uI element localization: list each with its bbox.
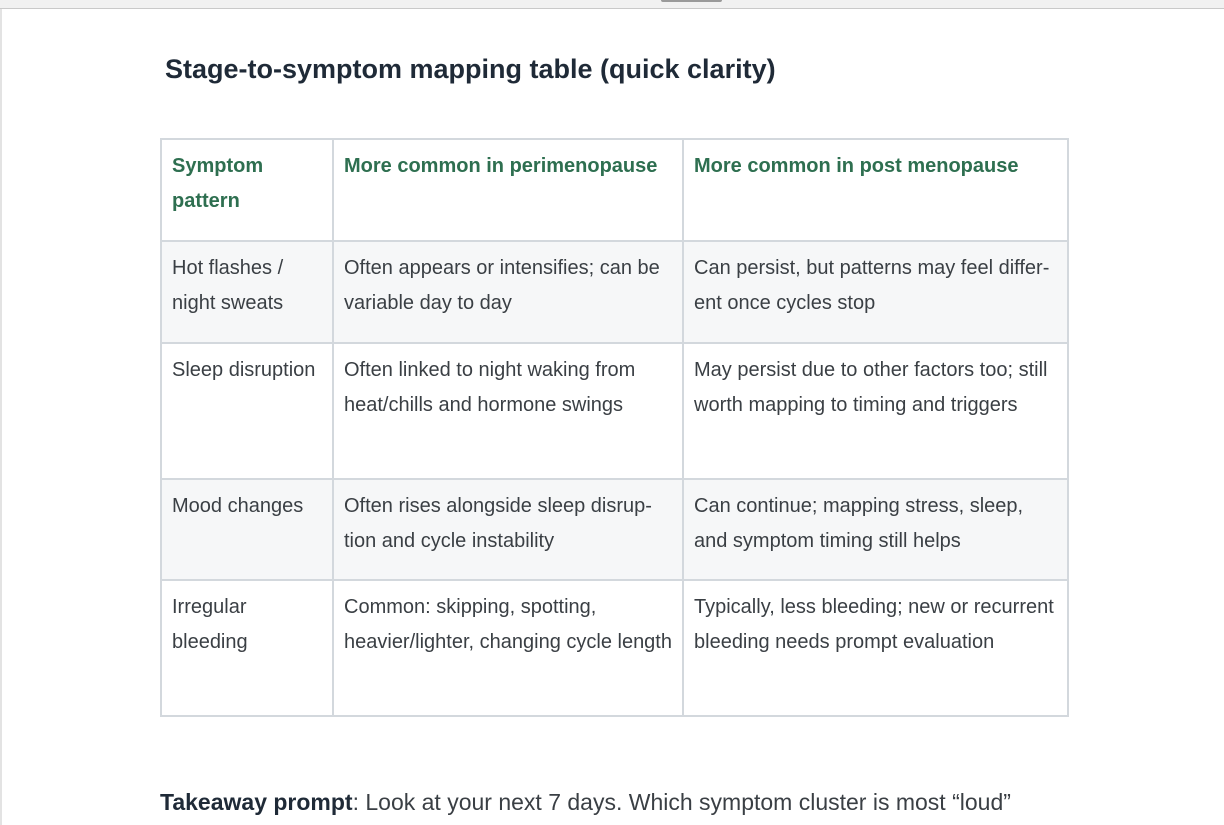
header-perimenopause: More common in perimenopause (333, 139, 683, 241)
table-row (161, 580, 1068, 716)
header-post-menopause: More common in post menopause (683, 139, 1068, 241)
table-cell: Hot flashes / night sweats (161, 241, 333, 343)
table-cell: Sleep disruption (161, 343, 333, 479)
takeaway-text: : Look at your next 7 days. Which symptom cluster is most “loud” (352, 789, 1011, 815)
table-cell: Common: skipping, spotting, heavier/lighter, changing cycle length (333, 580, 683, 716)
table-cell: Can persist, but patterns may feel differ-ent once cycles stop (683, 241, 1068, 343)
table-cell: May persist due to other factors too; still worth mapping to timing and triggers (683, 343, 1068, 479)
table-header-row (161, 139, 1068, 241)
takeaway-paragraph (160, 784, 1011, 820)
page-edge (0, 9, 2, 825)
takeaway-label: Takeaway prompt (160, 789, 353, 815)
table-row (161, 241, 1068, 343)
section-heading: Stage-to-symptom mapping table (quick clarity) (165, 54, 776, 84)
table-cell: Can continue; mapping stress, sleep, and symptom timing still helps (683, 479, 1068, 580)
table-cell: Typically, less bleeding; new or recurrent bleeding needs prompt evaluation (683, 580, 1068, 716)
window-top-bar (0, 0, 1224, 9)
table-cell: Mood changes (161, 479, 333, 580)
table-cell: Often rises alongside sleep disrup-tion and cycle instability (333, 479, 683, 580)
table-cell: Irregular bleeding (161, 580, 333, 716)
table-cell: Often linked to night waking from heat/chills and hormone swings (333, 343, 683, 479)
header-symptom-pattern: Symptom pattern (161, 139, 333, 241)
table-row (161, 479, 1068, 580)
symptom-mapping-table (160, 138, 1069, 717)
table-row (161, 343, 1068, 479)
table-cell: Often appears or intensifies; can be variable day to day (333, 241, 683, 343)
drag-handle[interactable] (661, 0, 722, 2)
